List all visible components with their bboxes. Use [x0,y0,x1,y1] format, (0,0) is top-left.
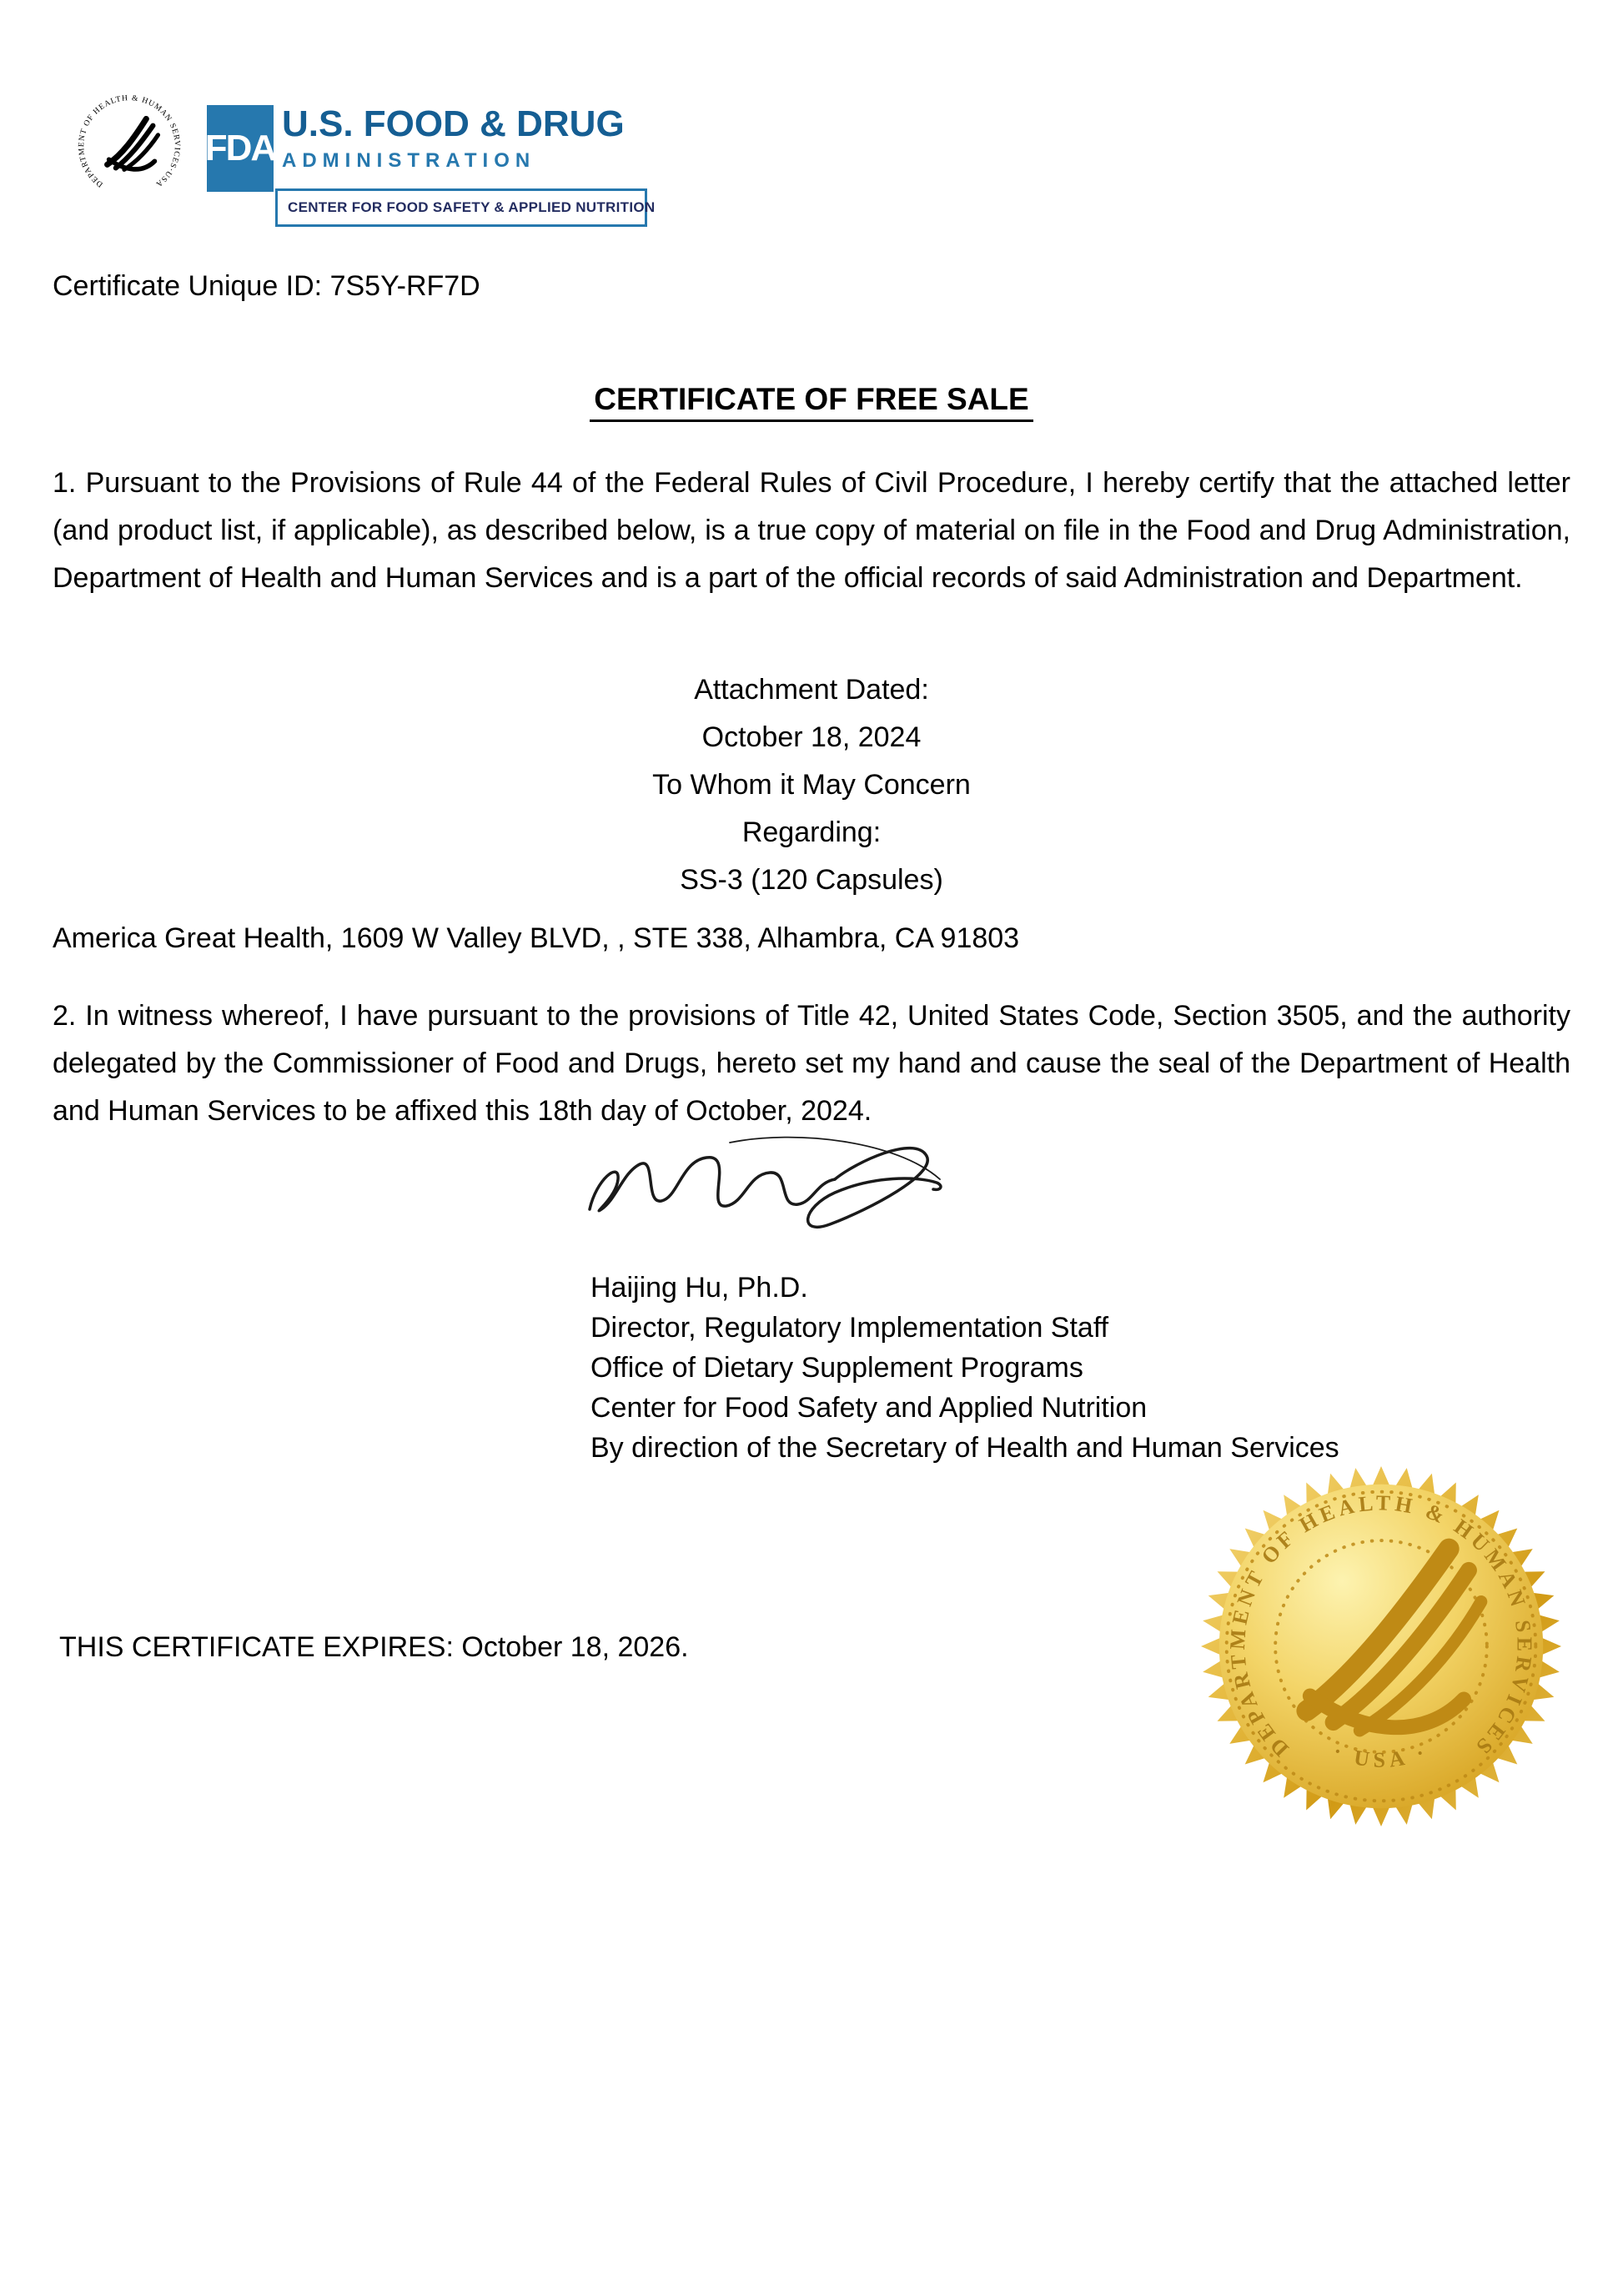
signer-name: Haijing Hu, Ph.D. [590,1272,808,1304]
company-address: America Great Health, 1609 W Valley BLVD, , STE 338, Alhambra, CA 91803 [53,922,1020,954]
certificate-title: CERTIFICATE OF FREE SALE [590,382,1033,422]
expiration-notice: THIS CERTIFICATE EXPIRES: October 18, 2026. [59,1631,689,1663]
signer-authority: By direction of the Secretary of Health and Human Services [590,1432,1339,1464]
signer-block [590,1268,1339,1468]
cfsan-banner: CENTER FOR FOOD SAFETY & APPLIED NUTRITION [275,188,647,227]
hhs-gold-seal [1199,1465,1563,1828]
certificate-title-row [0,382,1623,422]
signer-center: Center for Food Safety and Applied Nutrition [590,1392,1148,1424]
product-name: SS-3 (120 Capsules) [680,864,943,896]
seal-ring-text: DEPARTMENT OF HEALTH & HUMAN SERVICES [1224,1490,1537,1762]
signer-office: Office of Dietary Supplement Programs [590,1352,1083,1384]
paragraph-1: 1. Pursuant to the Provisions of Rule 44 of the Federal Rules of Civil Procedure, I hereby certify that the attached letter (and product list, if applicable), as described below, is a true copy of material on file in the Food and Drug Administration, Department of Health and Human Services and is a part of the official records of said Administration and Department. [53,467,1570,594]
fda-acronym: FDA [204,128,276,168]
certificate-unique-id: Certificate Unique ID: 7S5Y-RF7D [53,270,480,302]
hhs-ring-text: DEPARTMENT OF HEALTH & HUMAN SERVICES·USA [77,93,182,189]
paragraph-2: 2. In witness whereof, I have pursuant to the provisions of Title 42, United States Code, Section 3505, and the authority delegated by the Commissioner of Food and Drugs, hereto set my hand and cause the seal of the Department of Health and Human Services to be affixed this 18th day of October, 2024. [53,1000,1570,1127]
attachment-recipient: To Whom it May Concern [652,769,971,801]
hhs-logo [73,90,185,202]
attachment-date: October 18, 2024 [701,721,922,753]
fda-acronym-box [204,105,276,192]
fda-logo [204,103,656,215]
signer-title: Director, Regulatory Implementation Staff [590,1312,1109,1344]
regarding-label: Regarding: [741,816,882,848]
fda-subtitle: ADMINISTRATION [282,149,536,173]
hhs-eagle-icon [73,90,185,202]
seal-usa-text: · USA · [1329,1738,1433,1772]
attachment-dated-label: Attachment Dated: [694,674,929,706]
attachment-block [0,666,1623,904]
signature-scribble [580,1128,955,1244]
fda-title: U.S. FOOD & DRUG [282,103,625,144]
